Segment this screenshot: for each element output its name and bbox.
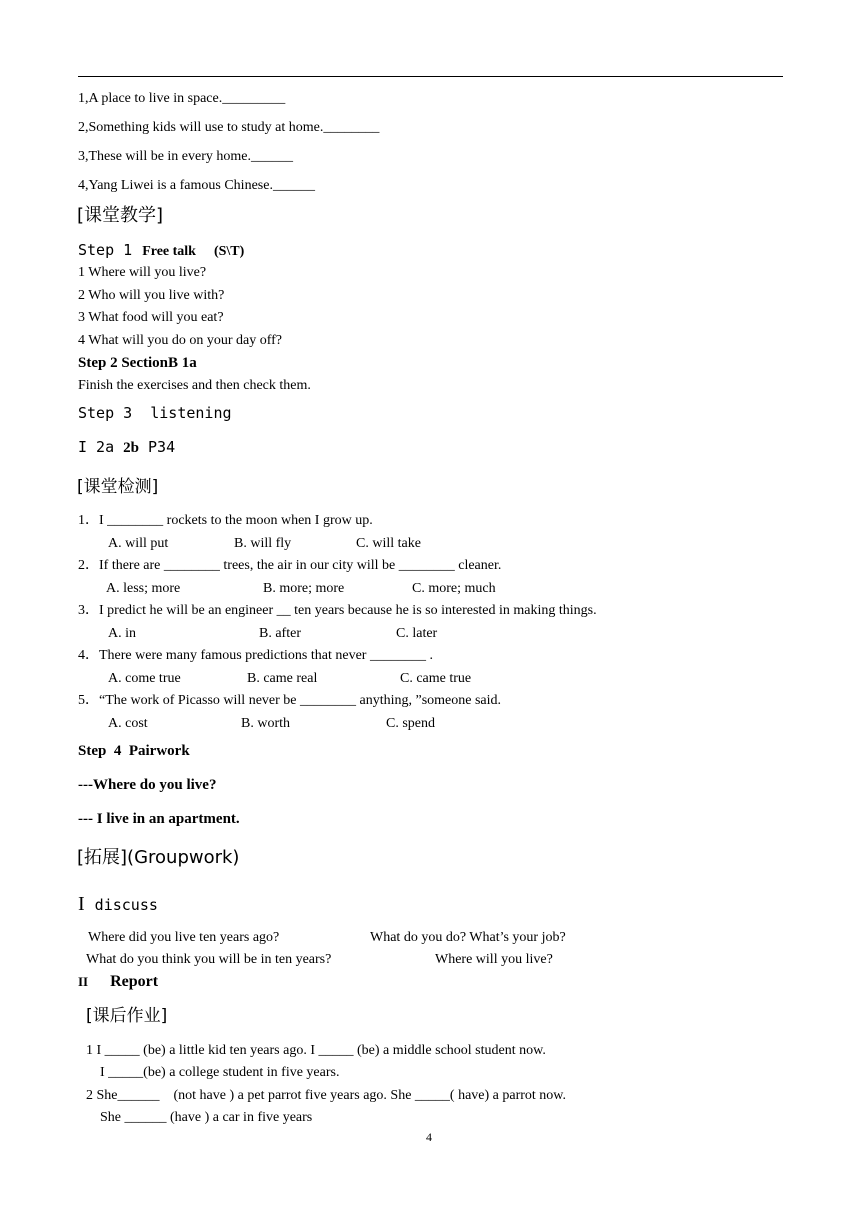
discuss-question-4: Where will you live? (435, 952, 553, 967)
step3-line-bold: 2b (123, 440, 139, 456)
step3-line-post: P34 (139, 438, 176, 456)
exercise-3-option-b: B. after (259, 626, 301, 641)
dialogue-line-1: ---Where do you live? (78, 777, 217, 793)
dialogue-line-2: --- I live in an apartment. (78, 811, 240, 827)
exercise-2-option-b: B. more; more (263, 581, 345, 596)
discuss-word: discuss (94, 896, 158, 914)
section-heading-teaching: [课堂教学] (77, 205, 164, 226)
section-heading-extension: [拓展](Groupwork) (77, 847, 240, 868)
exercise-5-option-c: C. spend (386, 716, 435, 731)
step3-line-pre: I 2a (78, 438, 124, 456)
preview-line-3: 3,These will be in every home.______ (78, 149, 294, 164)
homework-line-2: I _____(be) a college student in five years. (100, 1065, 340, 1080)
preview-line-1: 1,A place to live in space._________ (78, 91, 286, 106)
discuss-question-1: Where did you live ten years ago? (88, 930, 280, 945)
report-heading (78, 973, 158, 992)
exercise-3-question: 3．I predict he will be an engineer __ ten years because he is so interested in making things. (78, 603, 597, 618)
section-heading-check: [课堂检测] (77, 477, 159, 497)
discuss-heading (78, 892, 158, 916)
step1-question-1: 1 Where will you live? (78, 265, 207, 280)
step1-title: Free talk (142, 244, 196, 259)
page-number: 4 (426, 1130, 432, 1144)
exercise-1-option-b: B. will fly (234, 536, 292, 551)
step1-question-4: 4 What will you do on your day off? (78, 333, 283, 348)
step1-label: Step 1 (78, 241, 133, 259)
homework-line-3: 2 She______ (not have ) a pet parrot five years ago. She _____( have) a parrot now. (86, 1088, 566, 1103)
exercise-2-question: 2．If there are ________ trees, the air in our city will be ________ cleaner. (78, 558, 502, 573)
exercise-4-option-b: B. came real (247, 671, 318, 686)
exercise-1-option-c: C. will take (356, 536, 421, 551)
homework-line-4: She ______ (have ) a car in five years (100, 1110, 313, 1125)
exercise-1-question: 1．I ________ rockets to the moon when I grow up. (78, 513, 373, 528)
exercise-4-option-a: A. come true (108, 671, 181, 686)
preview-line-4: 4,Yang Liwei is a famous Chinese.______ (78, 178, 315, 193)
exercise-3-option-c: C. later (396, 626, 438, 641)
step2-text: Finish the exercises and then check them. (78, 378, 311, 393)
step1-role: (S\T) (213, 244, 245, 259)
exercise-4-question: 4．There were many famous predictions that never ________ . (78, 648, 433, 663)
exercise-1-option-a: A. will put (108, 536, 169, 551)
discuss-number: I (78, 893, 85, 915)
preview-line-2: 2,Something kids will use to study at home.________ (78, 120, 380, 135)
exercise-5-option-a: A. cost (108, 716, 148, 731)
step2-heading: Step 2 SectionB 1a (78, 355, 197, 371)
discuss-question-3: What do you think you will be in ten years? (86, 952, 332, 967)
exercise-5-option-b: B. worth (241, 716, 290, 731)
exercise-3-option-a: A. in (108, 626, 136, 641)
report-word: Report (110, 973, 159, 990)
step1-question-2: 2 Who will you live with? (78, 288, 225, 303)
exercise-2-option-c: C. more; much (412, 581, 496, 596)
exercise-2-option-a: A. less; more (106, 581, 181, 596)
homework-line-1: 1 I _____ (be) a little kid ten years ago. I _____ (be) a middle school student now. (86, 1043, 546, 1058)
step3-heading: Step 3 listening (78, 404, 232, 422)
step3-listening-line (78, 437, 175, 458)
step1-question-3: 3 What food will you eat? (78, 310, 224, 325)
exercise-4-option-c: C. came true (400, 671, 472, 686)
step4-heading: Step 4 Pairwork (78, 743, 190, 759)
report-number: II (78, 974, 89, 989)
section-heading-homework: [课后作业] (86, 1006, 168, 1026)
header-rule (78, 76, 783, 77)
exercise-5-question: 5．“The work of Picasso will never be ________ anything, ”someone said. (78, 693, 502, 708)
step1-heading (78, 240, 244, 261)
discuss-question-2: What do you do? What’s your job? (370, 930, 566, 945)
